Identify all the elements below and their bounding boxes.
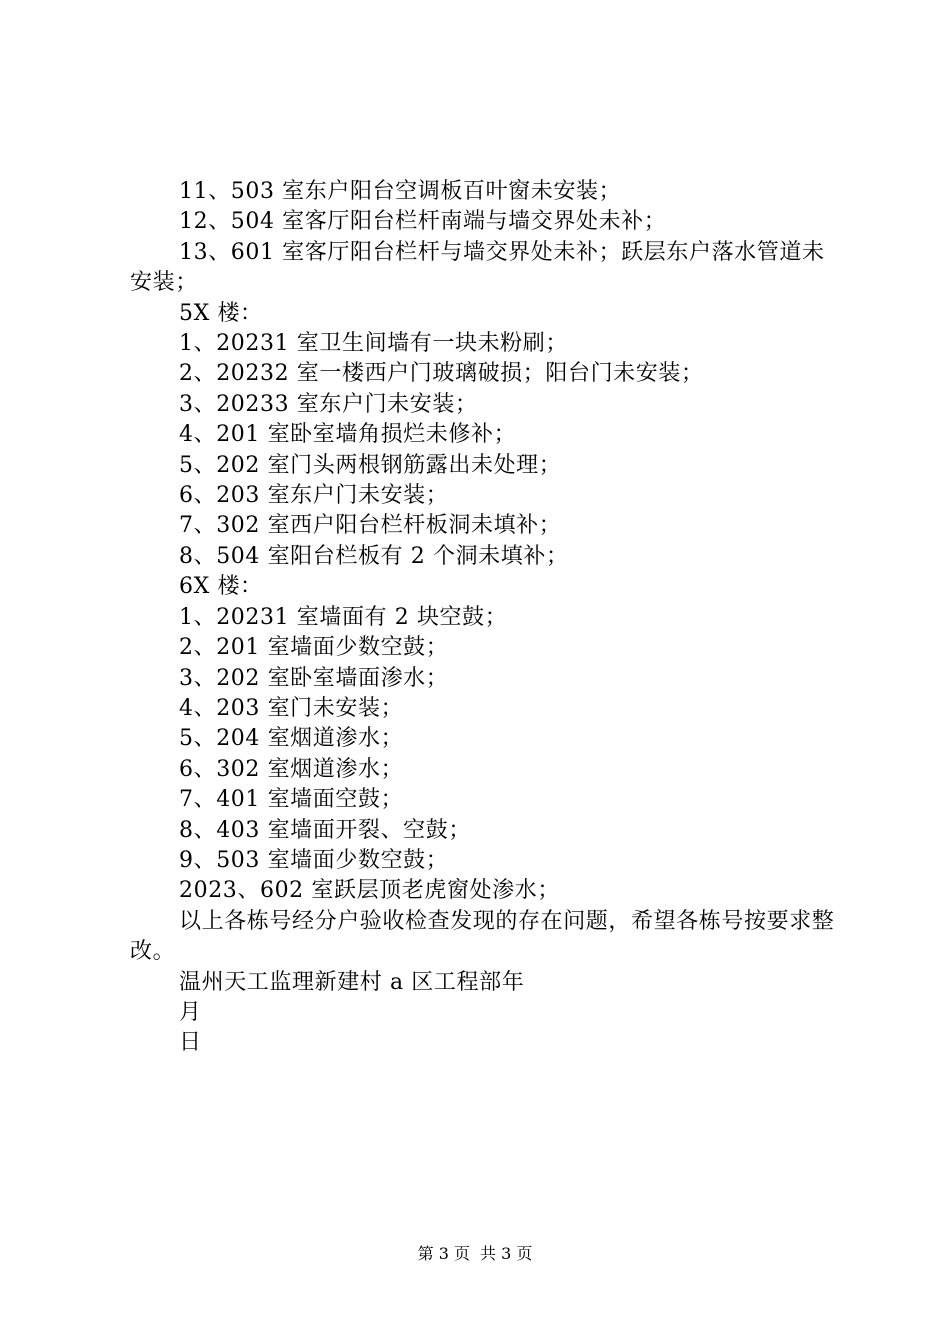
date-month-line: 月 [179, 999, 202, 1025]
paragraph: 6、302 室烟道渗水； [179, 756, 404, 782]
paragraph: 1、20231 室卫生间墙有一块未粉刷； [179, 331, 568, 357]
document-body [130, 177, 840, 1059]
date-day-line: 日 [179, 1030, 202, 1056]
paragraph: 8、403 室墙面开裂、空鼓； [179, 817, 471, 843]
paragraph: 4、201 室卧室墙角损烂未修补； [179, 422, 517, 448]
paragraph: 11、503 室东户阳台空调板百叶窗未安装； [179, 179, 622, 204]
paragraph: 3、20233 室东户门未安装； [179, 391, 478, 417]
paragraph: 12、504 室客厅阳台栏杆南端与墙交界处未补； [179, 209, 667, 235]
paragraph: 1、20231 室墙面有 2 块空鼓； [179, 604, 508, 630]
paragraph: 2023、602 室跃层顶老虎窗处渗水； [179, 878, 560, 904]
signature-line: 温州天工监理新建村 a 区工程部年 [179, 969, 525, 995]
paragraph: 4、203 室门未安装； [179, 695, 404, 721]
paragraph: 6、203 室东户门未安装； [179, 483, 449, 509]
paragraph: 13、601 室客厅阳台栏杆与墙交界处未补；跃层东户落水管道未安装； [130, 239, 825, 296]
paragraph: 5、202 室门头两根钢筋露出未处理； [179, 452, 562, 478]
section-heading-6x: 6X 楼： [179, 574, 263, 600]
page-footer [0, 1244, 950, 1264]
paragraph: 3、202 室卧室墙面渗水； [179, 665, 449, 691]
paragraph: 7、401 室墙面空鼓； [179, 787, 404, 813]
paragraph: 9、503 室墙面少数空鼓； [179, 847, 449, 873]
page-number: 第 3 页 [417, 1244, 470, 1263]
conclusion-paragraph: 以上各栋号经分户验收检查发现的存在问题，希望各栋号按要求整改。 [130, 908, 835, 965]
paragraph: 5、204 室烟道渗水； [179, 726, 404, 752]
paragraph: 2、201 室墙面少数空鼓； [179, 635, 449, 661]
paragraph: 7、302 室西户阳台栏杆板洞未填补； [179, 513, 562, 539]
paragraph: 8、504 室阳台栏板有 2 个洞未填补； [179, 543, 569, 569]
section-heading-5x: 5X 楼： [179, 300, 263, 326]
page-total: 共 3 页 [480, 1244, 533, 1263]
paragraph: 2、20232 室一楼西户门玻璃破损；阳台门未安装； [179, 361, 704, 387]
